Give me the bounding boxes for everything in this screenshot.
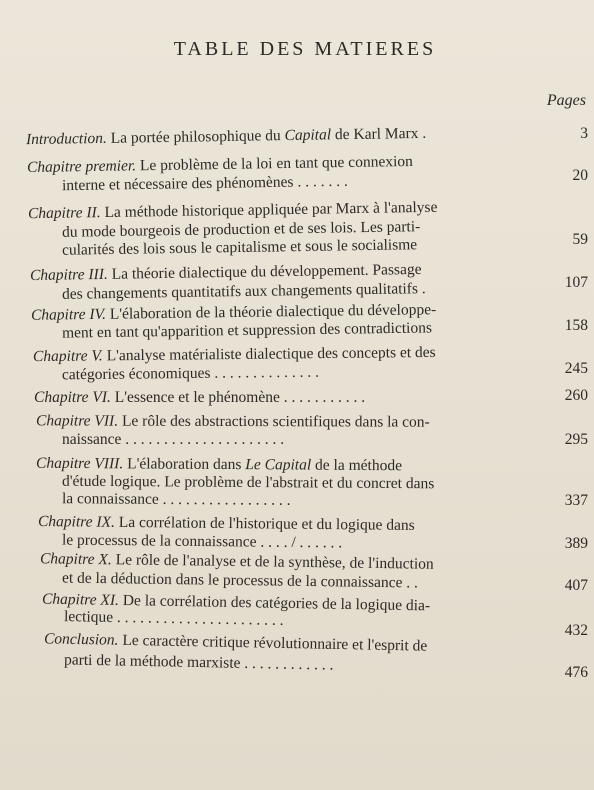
entry-continuation: du mode bourgeois de production et de ses lois. Les parti-: [61, 218, 421, 241]
entry-text: L'élaboration dans: [127, 455, 242, 474]
entry-text-end: de la méthode: [314, 456, 403, 475]
entry-continuation: parti de la méthode marxiste . . . . . . . . . . . .: [63, 651, 334, 674]
entry-label: Chapitre II.: [27, 204, 101, 223]
page-number: 260: [564, 387, 588, 404]
entry-text: Le caractère critique révolutionnaire et l'esprit de: [122, 631, 428, 655]
toc-entry-chapitre-vi[interactable]: [34, 389, 365, 407]
entry-label: Introduction.: [25, 129, 107, 149]
entry-continuation: le processus de la connaissance . . . . / . . . . . .: [61, 531, 343, 552]
entry-label: Chapitre IV.: [30, 305, 107, 324]
entry-continuation: et de la déduction dans le processus de la connaissance . .: [61, 569, 419, 592]
toc-entry-chapitre-vii[interactable]: [36, 412, 430, 431]
entry-label: Chapitre X.: [39, 550, 112, 569]
entry-continuation: d'étude logique. Le problème de l'abstrait et du concret dans: [61, 472, 435, 493]
entry-text: Le rôle des abstractions scientifiques dans la con-: [121, 412, 430, 431]
entry-label: Chapitre premier.: [26, 157, 137, 177]
page-number: 407: [564, 577, 588, 594]
page-number: 337: [564, 492, 588, 509]
entry-title-italic: Capital: [284, 126, 332, 145]
entry-label: Chapitre III.: [29, 265, 108, 285]
entry-label: Chapitre VIII.: [35, 454, 124, 473]
page-number: 158: [564, 317, 588, 334]
entry-text: Le rôle de l'analyse et de la synthèse, de l'induction: [115, 551, 434, 573]
entry-text: De la corrélation des catégories de la logique dia-: [122, 592, 431, 615]
toc-entry-chapitre-v[interactable]: [33, 344, 436, 366]
page-number: 20: [572, 167, 588, 184]
entry-text: La méthode historique appliquée par Marx à l'analyse: [104, 198, 438, 222]
entry-continuation: lectique . . . . . . . . . . . . . . . . . . . . . .: [63, 608, 284, 629]
page-number: 432: [564, 622, 588, 639]
page-number: 389: [564, 535, 588, 552]
entry-text-end: de Karl Marx .: [334, 124, 427, 144]
entry-continuation: ment en tant qu'apparition et suppression des contradictions: [61, 319, 433, 342]
page-number: 3: [580, 125, 588, 142]
entry-continuation: naissance . . . . . . . . . . . . . . . . . . . . .: [62, 431, 285, 448]
toc-entry-introduction[interactable]: [26, 125, 426, 149]
page-number: 245: [564, 360, 588, 377]
entry-continuation: interne et nécessaire des phénomènes . . . . . . .: [61, 172, 348, 195]
entry-text: La théorie dialectique du développement. Passage: [111, 260, 422, 283]
entry-label: Chapitre XI.: [41, 590, 120, 609]
pages-column-label: Pages: [546, 92, 586, 109]
entry-text: L'essence et le phénomène . . . . . . . . . . .: [114, 389, 366, 406]
entry-title-italic: Le Capital: [245, 456, 312, 474]
entry-text: La corrélation de l'historique et du logique dans: [118, 513, 415, 534]
entry-text: L'analyse matérialiste dialectique des concepts et des: [106, 343, 436, 365]
entry-continuation: la connaissance . . . . . . . . . . . . . . . . .: [61, 490, 291, 509]
entry-continuation: catégories économiques . . . . . . . . . . . . . .: [61, 363, 320, 384]
entry-label: Chapitre V.: [32, 347, 103, 366]
entry-label: Chapitre VI.: [34, 389, 111, 406]
page-number: 476: [564, 664, 588, 681]
page-number: 59: [572, 231, 588, 248]
entry-text: Le problème de la loi en tant que connexion: [139, 152, 413, 175]
page-title: TABLE DES MATIERES: [173, 38, 437, 60]
toc-entry-chapitre-premier[interactable]: [27, 153, 413, 177]
entry-label: Chapitre IX.: [37, 513, 116, 531]
page-number: 107: [564, 274, 588, 291]
entry-continuation: des changements quantitatifs aux changements qualitatifs .: [61, 280, 426, 303]
entry-continuation: cularités des lois sous le capitalisme et sous le socialisme: [61, 236, 418, 259]
entry-text: La portée philosophique du: [110, 127, 281, 147]
entry-label: Conclusion.: [43, 630, 119, 649]
page-number: 295: [564, 431, 588, 448]
entry-text: L'élaboration de la théorie dialectique du développe-: [109, 301, 437, 323]
entry-label: Chapitre VII.: [35, 412, 119, 430]
